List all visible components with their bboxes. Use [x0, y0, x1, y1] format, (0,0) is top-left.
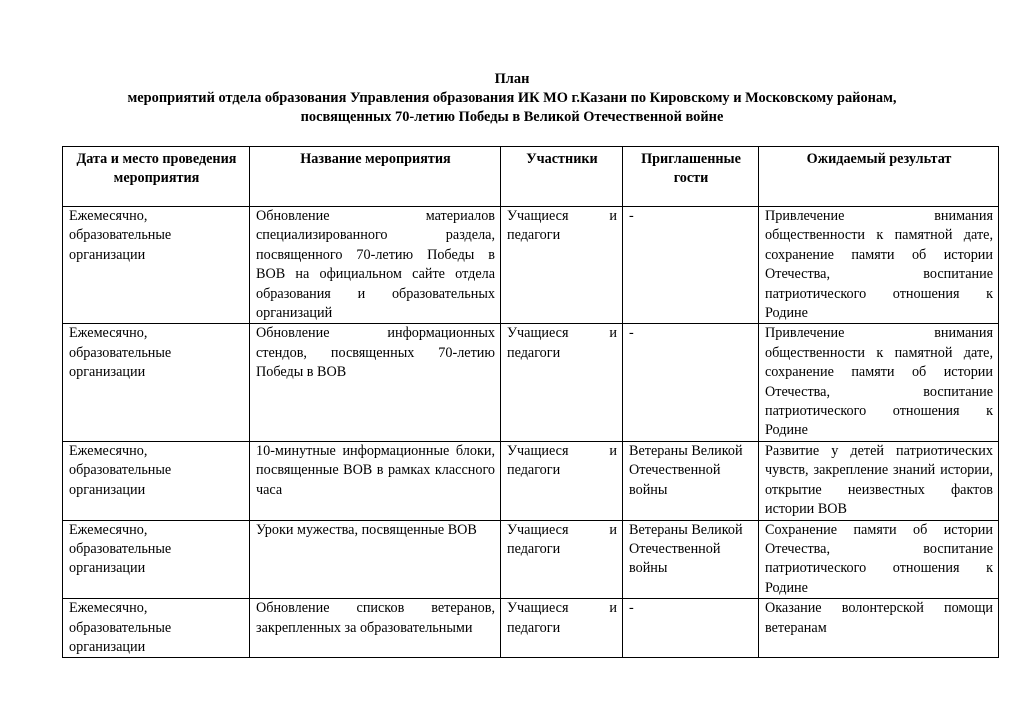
table-row [63, 599, 999, 658]
table-header-row [63, 147, 999, 207]
header-expected-result: Ожидаемый результат [759, 147, 999, 207]
table-row [63, 441, 999, 520]
cell-expected-result: Оказание волонтерской помощи ветеранам [759, 599, 999, 658]
events-table [62, 146, 999, 658]
cell-guests: - [623, 207, 759, 324]
cell-event-name: Обновление списков ветеранов, закрепленных за образовательными [250, 599, 501, 658]
cell-participants: Учащиеся и педагоги [501, 520, 623, 599]
table-row [63, 520, 999, 599]
cell-event-name: Обновление информационных стендов, посвященных 70-летию Победы в ВОВ [250, 324, 501, 441]
cell-guests: - [623, 324, 759, 441]
header-date-place: Дата и место проведения мероприятия [63, 147, 250, 207]
cell-date-place: Ежемесячно, образовательные организации [63, 207, 250, 324]
cell-date-place: Ежемесячно, образовательные организации [63, 324, 250, 441]
cell-expected-result: Развитие у детей патриотических чувств, закрепление знаний истории, открытие неизвестных фактов истории ВОВ [759, 441, 999, 520]
document-title [0, 70, 1024, 127]
cell-event-name: 10-минутные информационные блоки, посвященные ВОВ в рамках классного часа [250, 441, 501, 520]
cell-event-name: Уроки мужества, посвященные ВОВ [250, 520, 501, 599]
cell-date-place: Ежемесячно, образовательные организации [63, 520, 250, 599]
title-line-1: План [494, 71, 530, 87]
title-line-3: посвященных 70-летию Победы в Великой Отечественной войне [300, 109, 724, 125]
cell-date-place: Ежемесячно, образовательные организации [63, 599, 250, 658]
header-guests: Приглашенные гости [623, 147, 759, 207]
cell-participants: Учащиеся и педагоги [501, 324, 623, 441]
cell-date-place: Ежемесячно, образовательные организации [63, 441, 250, 520]
cell-expected-result: Сохранение памяти об истории Отечества, воспитание патриотического отношения к Родине [759, 520, 999, 599]
header-participants: Участники [501, 147, 623, 207]
cell-expected-result: Привлечение внимания общественности к памятной дате, сохранение памяти об истории Отечества, воспитание патриотического отношения к Родине [759, 324, 999, 441]
table-row [63, 207, 999, 324]
cell-guests: Ветераны Великой Отечественной войны [623, 520, 759, 599]
cell-participants: Учащиеся и педагоги [501, 441, 623, 520]
cell-guests: Ветераны Великой Отечественной войны [623, 441, 759, 520]
cell-participants: Учащиеся и педагоги [501, 207, 623, 324]
cell-expected-result: Привлечение внимания общественности к памятной дате, сохранение памяти об истории Отечества, воспитание патриотического отношения к Родине [759, 207, 999, 324]
cell-participants: Учащиеся и педагоги [501, 599, 623, 658]
cell-guests: - [623, 599, 759, 658]
header-event-name: Название мероприятия [250, 147, 501, 207]
title-line-2: мероприятий отдела образования Управления образования ИК МО г.Казани по Кировскому и Московскому районам, [127, 90, 897, 106]
cell-event-name: Обновление материалов специализированного раздела, посвященного 70-летию Победы в ВОВ на официальном сайте отдела образования и образовательных организаций [250, 207, 501, 324]
table-row [63, 324, 999, 441]
